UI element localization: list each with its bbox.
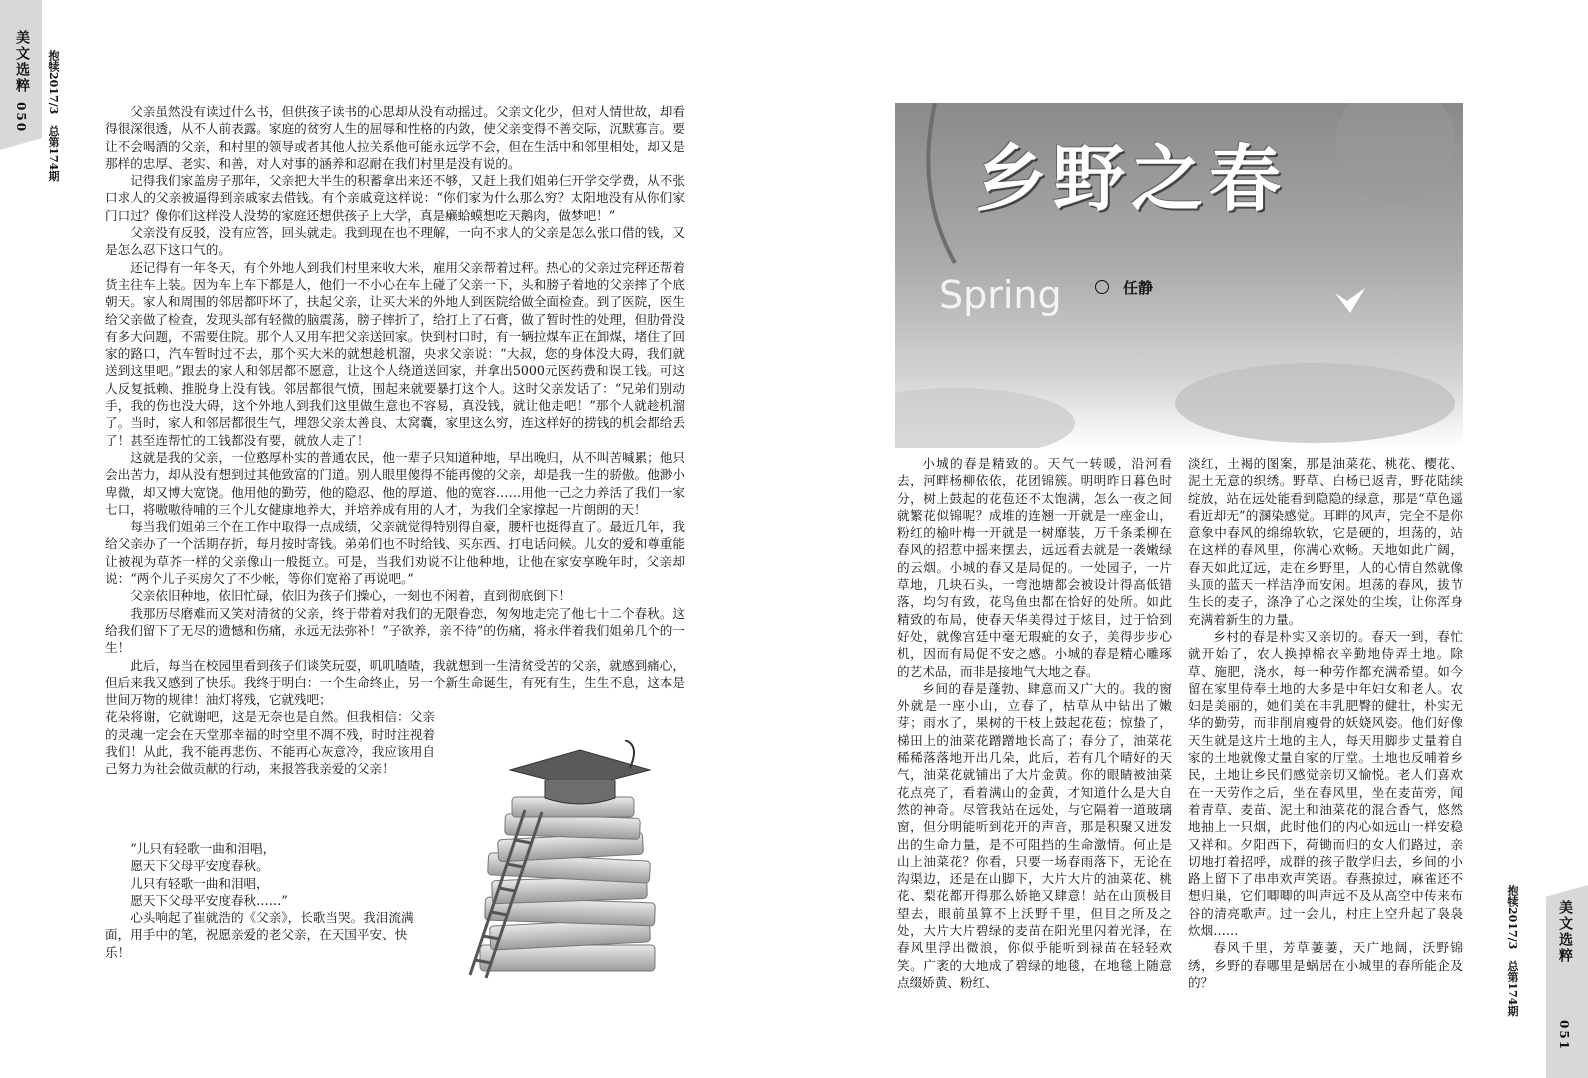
left-paragraph: 记得我们家盖房子那年，父亲把大半生的积蓄拿出来还不够，又赶上我们姐弟仨开学交学费，从不张口求人的父亲被逼得到亲戚家去借钱。有个亲戚竟这样说：“你们家为什么那么穷？太阳地没有从你们家门口过？像你们这样没人没势的家庭还想供孩子上大学，真是癞蛤蟆想吃天鹅肉，做梦吧！”: [105, 173, 685, 223]
poem-block: [105, 840, 425, 961]
author-circle-icon: [1095, 280, 1109, 294]
graduation-cap-icon: [510, 740, 650, 804]
butterfly-icon: [1335, 288, 1365, 313]
left-paragraph: 还记得有一年冬天，有个外地人到我们村里来收大米，雇用父亲帮着过秤。热心的父亲过完秤还帮着货主往车上装。因为车上车下都是人，他们一不小心在车上碰了父亲一下，头和膀子着地的父亲摔了个底朝天。家人和周围的邻居都吓坏了，扶起父亲，让买大米的外地人到医院给做全面检查。到了医院，医生给父亲做了检查，发现头部有轻微的脑震荡，膀子摔折了，给打上了石膏，做了暂时性的处理，但肋骨没有多大问题，不需要住院。那个人又用车把父亲送回家。快到村口时，有一辆拉煤车正在卸煤，堵住了回家的路口，汽车暂时过不去，那个买大米的就想趁机溜，央求父亲说：“大叔，您的身体没大碍，我们就送到这里吧。”跟去的家人和邻居都不愿意，让这个人绕道送回家，并拿出5000元医药费和误工钱。可这人反复抵赖、推脱身上没有钱。邻居都很气愤，围起来就要暴打这个人。这时父亲发话了：“兄弟们别动手，我的伤也没大碍，这个外地人到我们这里做生意也不容易，真没钱，就让他走吧！”那个人就趁机溜了。当时，家人和邻居都很生气，埋怨父亲太善良、太窝囊，家里这么穷，连这样好的捞钱的机会都给丢了！甚至连帮忙的工钱都没有要，就放人走了！: [105, 259, 685, 448]
right-section-label: 美文选粹: [1557, 900, 1573, 964]
left-paragraph: 这就是我的父亲，一位憨厚朴实的普通农民，他一辈子只知道种地，早出晚归，从不叫苦喊累；他只会出苦力，却从没有想到过其他致富的门道。别人眼里傻得不能再傻的父亲，却是我一生的骄傲。他渺小卑微，却又博大宽饶。他用他的勤劳，他的隐忍、他的厚道、他的宽容……用他一己之力养活了我们一家七口，将嗷嗷待哺的三个儿女健康地养大，并培养成有用的人才，为我们全家撑起一片朗朗的天！: [105, 449, 685, 517]
author-line: [1095, 277, 1153, 298]
left-paragraph: 我那历尽磨难而又笑对清贫的父亲，终于带着对我们的无限眷恋，匆匆地走完了他七十二个春秋。这给我们留下了无尽的遗憾和伤痛，永远无法弥补！“子欲养，亲不待”的伤痛，将永伴着我们姐弟几个的一生！: [105, 605, 685, 656]
right-column-b: [1188, 455, 1463, 991]
article-title: 乡野之春: [975, 137, 1288, 221]
right-column-a: [897, 455, 1172, 991]
left-paragraph: 此后，每当在校园里看到孩子们谈笑玩耍，叽叽喳喳，我就想到一生清贫受苦的父亲，就感到痛心，但后来我又感到了快乐。我终于明白：一个生命终止，另一个新生命诞生，有死有生，生生不息，这本是世间万物的规律！油灯将残，它就残吧；: [105, 657, 685, 708]
left-page-number: 050: [14, 102, 28, 134]
spring-text: Spring: [939, 273, 1062, 317]
left-paragraph: 父亲依旧种地，依旧忙碌，依旧为孩子们操心，一刻也不闲着，直到彻底倒下！: [130, 588, 571, 604]
left-paragraph: 父亲虽然没有读过什么书，但供孩子读书的心思却从没有动摇过。父亲文化少，但对人情世故，却看得很深很透，从不人前表露。家庭的贫穷人生的屈辱和性格的内敛，使父亲变得不善交际，沉默寡言。要让不会喝酒的父亲，和村里的领导或者其他人拉关系他可能永远学不会，但在生活中和邻里相处，却又是那样的忠厚、老实、和善，对人对事的涵养和忍耐在我们村里是没有说的。: [105, 104, 685, 171]
left-section-label: 美文选粹: [14, 30, 30, 94]
poem-line: 愿天下父母平安度春秋……”: [130, 892, 288, 908]
right-paragraph: 乡间的春是蓬勃、肆意而又广大的。我的窗外就是一座小山，立春了，枯草从中钻出了嫩芽；雨水了，果树的干枝上鼓起花苞；惊蛰了，梯田上的油菜花蹭蹭地长高了；春分了，油菜花稀稀落落地开出几朵，此后，若有几个晴好的天气，油菜花就铺出了大片金黄。你的眼睛被油菜花点亮了，看着满山的金黄，才知道什么是大自然的神奇。尽管我站在远处，与它隔着一道玻璃窗，但分明能听到花开的声音，那是积聚又迸发出的生命力量，是不可阻挡的生命激情。何止是山上油菜花？你看，只要一场春雨落下，无论在沟渠边，还是在山脚下，大片大片的油菜花、桃花、梨花都开得那么娇艳又肆意！站在山顶极目望去，眼前虽算不上沃野千里，但目之所及之处，大片大片碧绿的麦苗在阳光里闪着光泽，在春风里浮出微浪，你似乎能听到禄苗在轻轻欢笑。广袤的大地成了碧绿的地毯，在地毯上随意点缀娇黄、粉红、: [897, 680, 1172, 990]
left-article: [105, 103, 685, 778]
left-issue-info: 抱犊2017/3 总第174期: [47, 50, 60, 182]
right-page-number: 051: [1557, 1020, 1571, 1052]
right-paragraph: 小城的春是精致的。天气一转暖，沿河看去，河畔杨柳依依，花团锦簇。明明昨日暮色时分，树上鼓起的花苞还不太饱满，怎么一夜之间就繁花似锦呢？成堆的连翘一开就是一座金山，粉红的榆叶梅一开就是一树靡装，万千条柔柳在春风的招惹中摇来摆去，远远看去就是一袭嫩绿的云烟。小城的春又是局促的。一处园子，一片草地，几块石头，一弯池塘都会被设计得高低错落，均匀有致，花鸟鱼虫都在恰好的处所。如此精致的布局，使春天华美得过于炫目，过于恰到好处，就像宫廷中毫无瑕疵的女子，美得步步心机，因而有局促不安之感。小城的春是精心雕琢的艺术品，而非是接地气大地之春。: [897, 456, 1172, 679]
poem-line: 愿天下父母平安度春秋。: [130, 858, 269, 874]
left-paragraph: 父亲没有反驳，没有应答，回头就走。我到现在也不理解，一向不求人的父亲是怎么张口借的钱，又是怎么忍下这口气的。: [105, 225, 685, 258]
book-stack: [480, 797, 655, 971]
right-issue-info: 抱犊2017/3 总第174期: [1506, 885, 1519, 1017]
right-paragraph: 春风千里，芳草萋萋，天广地阔，沃野锦绣，乡野的春哪里是蜗居在小城里的春所能企及的？: [1188, 940, 1463, 990]
poem-line: “儿只有轻歌一曲和泪唱，: [130, 841, 276, 856]
left-paragraph: 每当我们姐弟三个在工作中取得一点成绩，父亲就觉得特别得自豪，腰杆也挺得直了。最近几年，我给父亲办了一个活期存折，每月按时寄钱。弟弟们也不时给钱、买东西、打电话问候。儿女的爱和尊重能让被视为草芥一样的父亲像山一般挺立。可是，当我们劝说不让他种地，让他在家安享晚年时，父亲却说：“两个儿子买房欠了不少帐，等你们宽裕了再说吧。”: [105, 519, 685, 587]
left-narrow-paragraph: 花朵将谢，它就谢吧，这是无奈也是自然。但我相信：父亲的灵魂一定会在天堂那幸福的时空里不凋不残，时时注视着我们！从此，我不能再悲伤、不能再心灰意冷，我应该用自己努力为社会做贡献的行动，来报答我亲爱的父亲！: [105, 709, 435, 777]
right-paragraph: 淡红，土褐的图案，那是油菜花、桃花、樱花、泥土无意的织绣。野草、白杨已返青，野花陆续绽放，站在远处能看到隐隐的绿意，那是“草色遥看近却无”的溷染感觉。耳畔的风声，完全不是你意象中春风的绵绵软软，它是硬的，坦荡的，站在这样的春风里，你满心欢畅。天地如此广阔，春天如此辽远，走在乡野里，人的心情自然就像头顶的蓝天一样洁净而安闲。坦荡的春风，拔节生长的麦子，涤净了心之深处的尘埃，让你浑身充满着新生的力量。: [1188, 456, 1463, 627]
poem-line: 儿只有轻歌一曲和泪唱，: [130, 875, 269, 891]
author-name: 任静: [1123, 279, 1154, 297]
closing-paragraph: 心头响起了崔就浩的《父亲》，长歌当哭。我泪流满面，用手中的笔，祝愿亲爱的老父亲，在天国平安、快乐！: [105, 910, 414, 960]
right-paragraph: 乡村的春是朴实又亲切的。春天一到，春忙就开始了，农人换掉棉衣辛勤地侍弄土地。除草、施肥，浇水，每一种劳作都充满希望。如今留在家里侍奉土地的大多是中年妇女和老人。农妇是美丽的，她们美在丰乳肥臀的健壮，朴实无华的勤劳，而非削肩瘦骨的妖娆风姿。他们好像天生就是这片土地的主人，每天用脚步丈量着自家的土地就像丈量自家的厅堂。土地也反哺着乡民，土地让乡民们感觉亲切又愉悦。老人们喜欢在一天劳作之后，坐在春风里，坐在麦苗旁，闻着青草、麦苗、泥土和油菜花的混合香气，悠然地抽上一只烟，此时他们的内心如远山一样安稳又祥和。夕阳西下，荷锄而归的女人们路过，亲切地打着招呼，成群的孩子散学归去，乡间的小路上留下了串串欢声笑语。春燕掠过，麻雀还不想归巢，它们唧唧的叫声远不及从高空中传来布谷的清亮歌声。过一会儿，村庄上空升起了袅袅炊烟……: [1188, 628, 1463, 939]
books-ladder-illustration: [450, 740, 680, 980]
title-banner: [895, 103, 1463, 448]
